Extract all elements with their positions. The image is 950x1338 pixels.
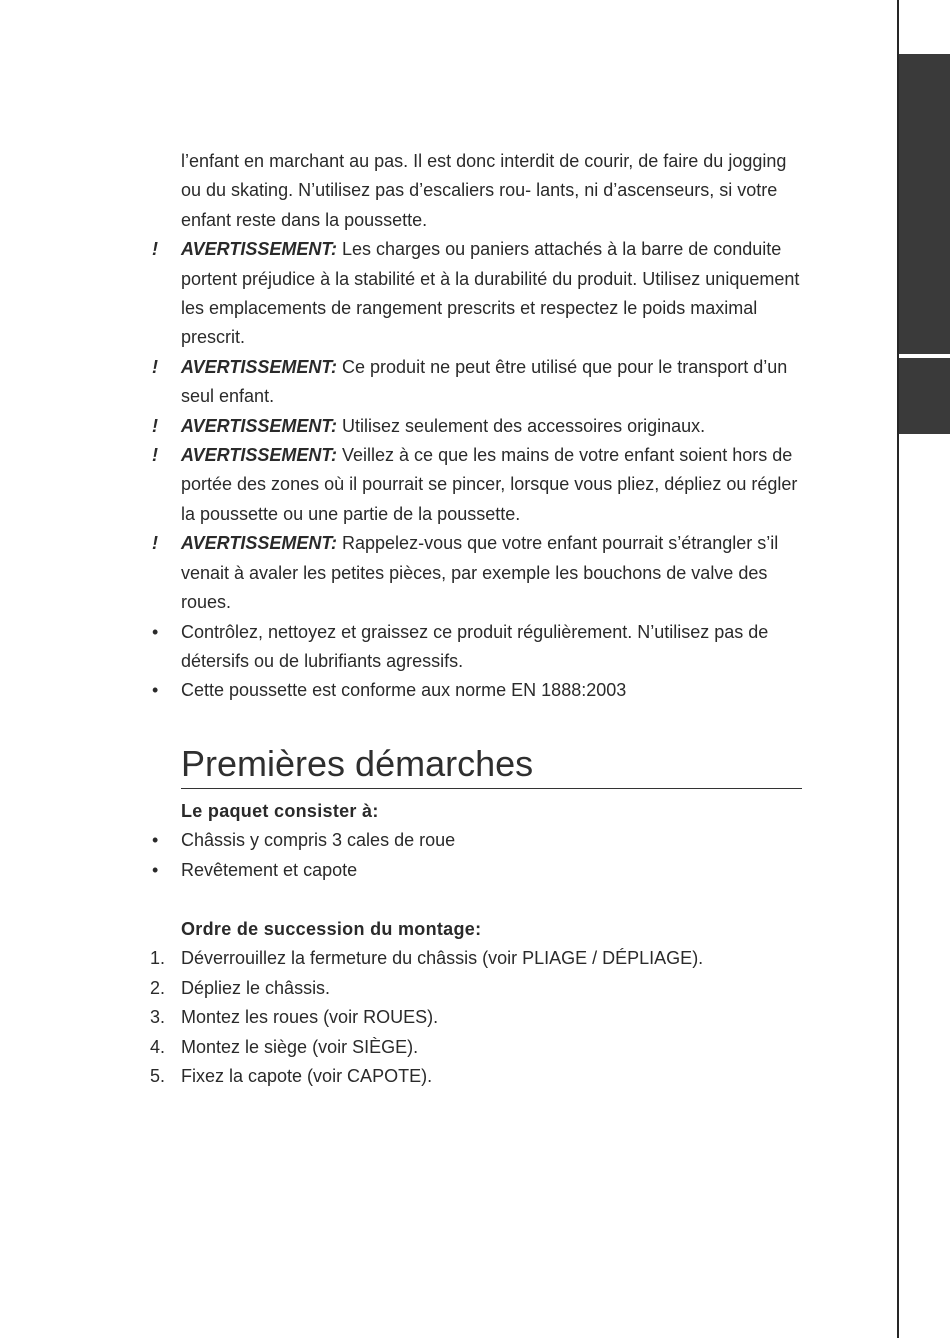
package-item: [150, 826, 802, 855]
bullet-item: [150, 676, 802, 705]
assembly-step: [150, 1003, 802, 1032]
step-number: 5.: [150, 1065, 166, 1086]
warning-label: AVERTISSEMENT:: [181, 239, 338, 260]
bullet-text: Cette poussette est conforme aux norme EN 1888:2003: [181, 680, 627, 701]
step-text: Fixez la capote (voir CAPOTE).: [181, 1065, 433, 1086]
chapter-tab-1: [899, 54, 950, 354]
step-number: 2.: [150, 977, 166, 998]
bullet-marker: •: [152, 859, 159, 880]
assembly-step: [150, 1062, 802, 1091]
step-text: Déverrouillez la fermeture du châssis (voir PLIAGE / DÉPLIAGE).: [181, 948, 704, 969]
section-heading: Premières démarches: [181, 742, 802, 789]
package-item-text: Revêtement et capote: [181, 859, 358, 880]
page-content: [150, 147, 802, 1091]
assembly-step: [150, 944, 802, 973]
bullet-text: Contrôlez, nettoyez et graissez ce produit régulièrement. N’utilisez pas de détersifs ou de lubrifiants agressifs.: [181, 621, 769, 671]
warning-marker: !: [152, 415, 158, 436]
package-title: Le paquet consister à:: [181, 800, 379, 821]
package-item-text: Châssis y compris 3 cales de roue: [181, 830, 456, 851]
bullet-item: [150, 618, 802, 677]
warning-item: [150, 412, 802, 441]
assembly-step: [150, 1033, 802, 1062]
warning-marker: !: [152, 533, 158, 554]
warning-label: AVERTISSEMENT:: [181, 356, 338, 377]
warning-text: Veillez à ce que les mains de votre enfant soient hors de portée des zones où il pourrait se pincer, lorsque vous pliez, dépliez ou régler la poussette ou une partie de la poussette.: [181, 445, 798, 524]
warning-text: Rappelez-vous que votre enfant pourrait s’étrangler s’il venait à avaler les petites pièces, par exemple les bouchons de valve des roues.: [181, 533, 779, 613]
assembly-title: Ordre de succession du montage:: [181, 918, 482, 939]
warning-item: [150, 529, 802, 617]
warning-item: [150, 235, 802, 353]
bullet-marker: •: [152, 621, 159, 642]
step-number: 3.: [150, 1007, 166, 1028]
chapter-tab-2: [899, 358, 950, 434]
warning-marker: !: [152, 356, 158, 377]
warning-label: AVERTISSEMENT:: [181, 415, 338, 436]
warning-text: Les charges ou paniers attachés à la barre de conduite portent préjudice à la stabilité et à la durabilité du produit. Utilisez uniquement les emplacements de rangement prescrits et respectez le poids maximal prescrit.: [181, 239, 800, 348]
warning-text: Utilisez seulement des accessoires originaux.: [337, 415, 706, 436]
package-item: [150, 856, 802, 885]
warning-label: AVERTISSEMENT:: [181, 445, 338, 466]
warning-marker: !: [152, 445, 158, 466]
step-text: Montez le siège (voir SIÈGE).: [181, 1036, 419, 1057]
warning-item: [150, 441, 802, 529]
warning-item: [150, 353, 802, 412]
bullet-marker: •: [152, 830, 159, 851]
warning-text: Ce produit ne peut être utilisé que pour le transport d’un seul enfant.: [181, 356, 788, 407]
intro-paragraph: l’enfant en marchant au pas. Il est donc interdit de courir, de faire du jogging ou du skating. N’utilisez pas d’escaliers rou- lants, ni d’ascenseurs, si votre enfant reste dans la poussette.: [181, 151, 787, 230]
bullet-marker: •: [152, 680, 159, 701]
step-text: Dépliez le châssis.: [181, 977, 331, 998]
assembly-step: [150, 974, 802, 1003]
step-number: 4.: [150, 1036, 166, 1057]
warning-label: AVERTISSEMENT:: [181, 533, 338, 554]
step-text: Montez les roues (voir ROUES).: [181, 1007, 439, 1028]
step-number: 1.: [150, 948, 166, 969]
warning-marker: !: [152, 239, 158, 260]
